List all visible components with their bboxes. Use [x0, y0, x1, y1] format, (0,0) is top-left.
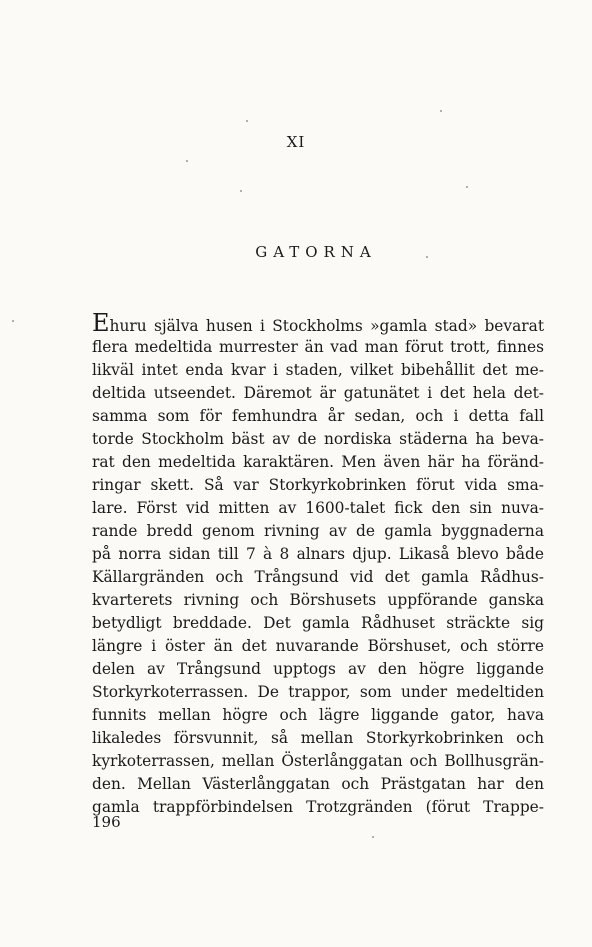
paragraph-line: deltida utseendet. Däremot är gatunätet i det hela det-: [92, 384, 544, 402]
paragraph-line: betydligt breddade. Det gamla Rådhuset sträckte sig: [92, 614, 544, 632]
chapter-title: GATORNA: [255, 243, 377, 261]
chapter-number: XI: [286, 133, 306, 151]
paper-speck: [240, 190, 242, 192]
paragraph-line: likväl intet enda kvar i staden, vilket bibehållit det me-: [92, 361, 544, 379]
paragraph-line: gamla trappförbindelsen Trotzgränden (förut Trappe-: [92, 798, 544, 816]
paper-speck: [246, 120, 248, 122]
paragraph-line: rat den medeltida karaktären. Men även här ha föränd-: [92, 453, 544, 471]
paper-speck: [186, 160, 188, 162]
paragraph-line: kyrkoterrassen, mellan Österlånggatan och Bollhusgrän-: [92, 752, 544, 770]
paragraph-line: Källargränden och Trångsund vid det gamla Rådhus-: [92, 568, 544, 586]
paragraph-line: rande bredd genom rivning av de gamla byggnaderna: [92, 522, 544, 540]
paragraph-line: på norra sidan till 7 à 8 alnars djup. Likaså blevo både: [92, 545, 544, 563]
paper-speck: [466, 186, 468, 188]
body-paragraph: [92, 313, 544, 819]
paper-speck: [426, 256, 428, 258]
first-line-text: huru själva husen i Stockholms »gamla stad» bevarat: [109, 317, 544, 335]
paragraph-line: ringar skett. Så var Storkyrkobrinken förut vida sma-: [92, 476, 544, 494]
paragraph-line: torde Stockholm bäst av de nordiska städerna ha beva-: [92, 430, 544, 448]
paragraph-first-line: [92, 313, 544, 336]
paper-speck: [12, 320, 14, 322]
paragraph-line: funnits mellan högre och lägre liggande gator, hava: [92, 706, 544, 724]
paragraph-line: längre i öster än det nuvarande Börshuset, och större: [92, 637, 544, 655]
paragraph-line: flera medeltida murrester än vad man förut trott, finnes: [92, 338, 544, 356]
page-number: 196: [92, 813, 121, 831]
paragraph-line: likaledes försvunnit, så mellan Storkyrkobrinken och: [92, 729, 544, 747]
paragraph-line: den. Mellan Västerlånggatan och Prästgatan har den: [92, 775, 544, 793]
paragraph-line: lare. Först vid mitten av 1600-talet fick den sin nuva-: [92, 499, 544, 517]
paragraph-line: delen av Trångsund upptogs av den högre liggande: [92, 660, 544, 678]
paragraph-line: samma som för femhundra år sedan, och i detta fall: [92, 407, 544, 425]
paragraph-line: kvarterets rivning och Börshusets uppförande ganska: [92, 591, 544, 609]
paragraph-line: Storkyrkoterrassen. De trappor, som under medeltiden: [92, 683, 544, 701]
paper-speck: [372, 836, 374, 838]
drop-cap: E: [92, 313, 110, 336]
paper-speck: [440, 110, 442, 112]
